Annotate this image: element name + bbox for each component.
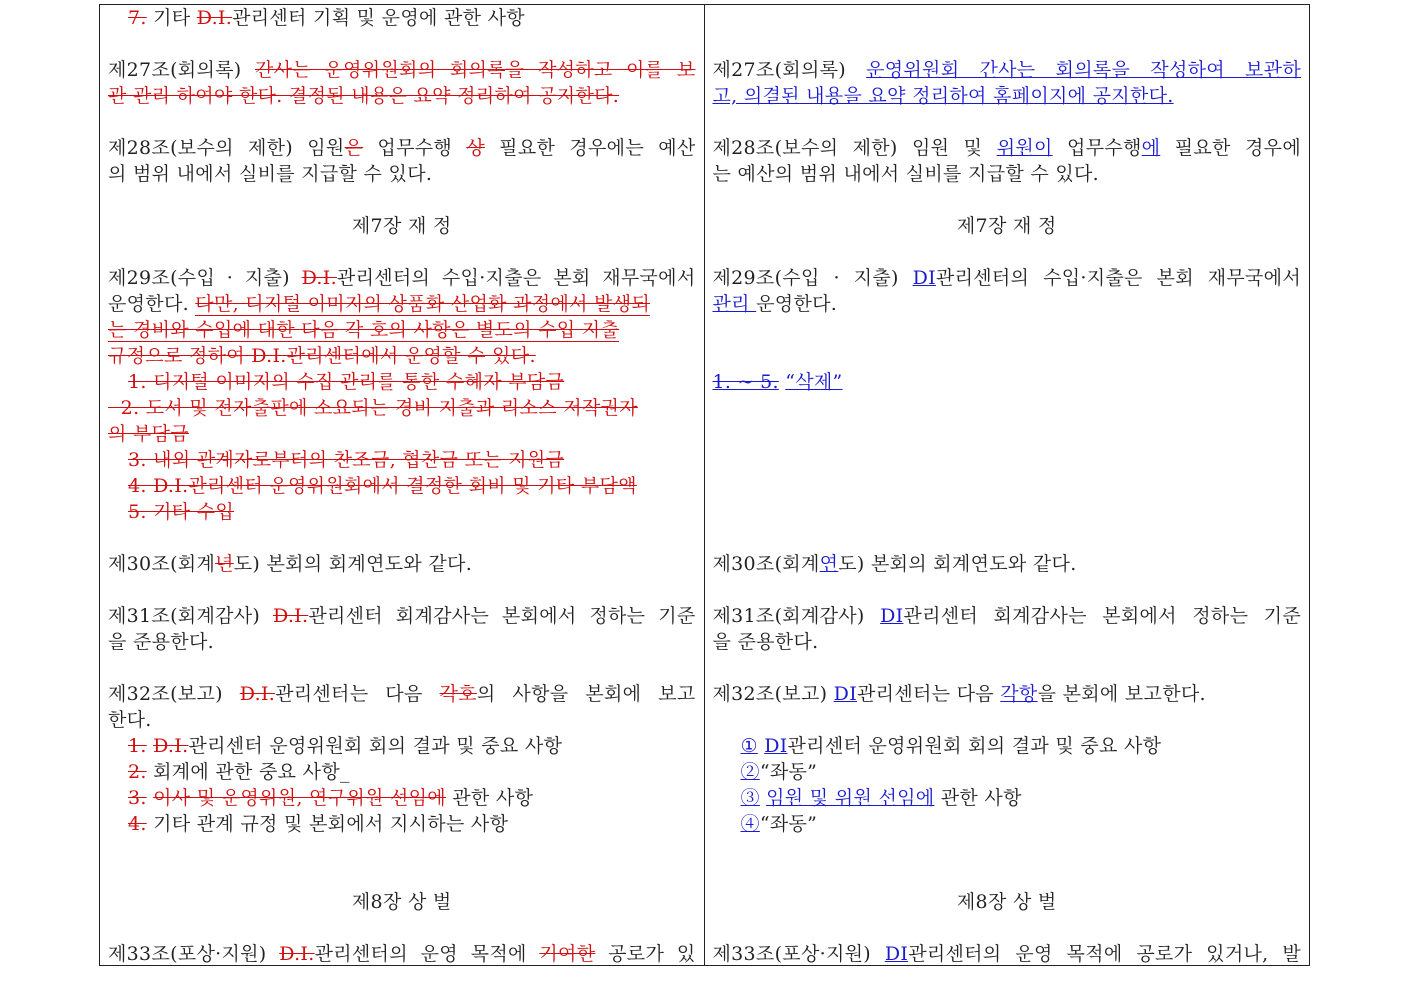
article-32-item-4: 4. 기타 관계 규정 및 본회에서 지시하는 사항 <box>128 813 509 835</box>
article-29-line1: 제29조(수입 · 지출) DI관리센터의 수입·지출은 본회 재무국에서 <box>712 267 1301 289</box>
revised-column <box>705 5 1310 965</box>
deleted-text: 4. <box>128 813 147 835</box>
article-29-item-1 <box>108 369 696 395</box>
article-29-item-2b <box>108 421 696 447</box>
deleted-text: D.I. <box>279 943 315 965</box>
inserted-text: 운영위원회 간사는 회의록을 작성하여 보관하 <box>866 59 1301 81</box>
article-29-line4 <box>108 343 696 369</box>
inserted-text: ③ <box>740 787 760 809</box>
inserted-text: 임원 및 위원 선임에 <box>766 787 935 809</box>
article-27-line1: 제27조(회의록) 운영위원회 간사는 회의록을 작성하여 보관하 <box>712 59 1301 81</box>
chapter-7-heading: 제7장 재 정 <box>956 215 1057 237</box>
inserted-text: 에 <box>1141 137 1161 159</box>
deleted-text: 7. <box>128 7 147 29</box>
inserted-text: 위원이 <box>996 137 1053 159</box>
article-31-line1: 제31조(회계감사) D.I.관리센터 회계감사는 본회에서 정하는 기준 <box>108 605 696 627</box>
deleted-text: 규정으로 정하여 D.I.관리센터에서 운영할 수 있다. <box>108 345 536 367</box>
inserted-text: ① <box>740 735 758 757</box>
article-29-item-5 <box>108 499 696 525</box>
article-28-line2: 의 범위 내에서 실비를 지급할 수 있다. <box>108 163 433 185</box>
article-32-item-1: ① DI관리센터 운영위원회 회의 결과 및 중요 사항 <box>740 735 1162 757</box>
deleted-text: 이사 및 운영위원, 연구위원 선임에 <box>153 787 446 809</box>
inserted-text: 관리 <box>712 293 757 315</box>
deleted-text: 년 <box>215 553 234 575</box>
inserted-text: ② <box>740 761 760 783</box>
article-32-item-4: ④“좌동” <box>740 813 818 835</box>
chapter-8-heading: 제8장 상 벌 <box>351 891 452 913</box>
article-29-line2: 관리 운영한다. <box>712 293 838 315</box>
deleted-text: 1. ~ 5. <box>712 371 779 393</box>
deleted-text: 기여한 <box>539 943 596 965</box>
article-31-line2: 을 준용한다. <box>712 631 819 653</box>
deleted-text: 2. 도서 및 전자출판에 소요되는 경비 지출과 리소스 저작권자 <box>108 397 638 419</box>
comparison-table <box>99 4 1310 966</box>
deleted-text: 은 <box>344 137 364 159</box>
deleted-text: D.I. <box>272 605 309 627</box>
deleted-text: 의 부담금 <box>108 423 189 445</box>
deleted-text: 각호 <box>439 683 477 705</box>
deleted-text: 2. <box>128 761 147 783</box>
deleted-text: 4. D.I.관리센터 운영위원회에서 결정한 회비 및 기타 부담액 <box>128 475 637 497</box>
article-29-item-3 <box>108 447 696 473</box>
deleted-text: D.I. <box>196 7 233 29</box>
article-32-line2: 한다. <box>108 709 152 731</box>
deleted-text: D.I. <box>239 683 276 705</box>
chapter-8-heading: 제8장 상 벌 <box>956 891 1057 913</box>
inserted-text: DI <box>764 735 788 757</box>
article-30: 제30조(회계연도) 본회의 회계연도와 같다. <box>712 553 1077 575</box>
blank-line <box>713 5 1302 31</box>
article-27-line2 <box>713 83 1302 109</box>
inserted-text: DI <box>884 943 909 965</box>
article-32-item-2: ②“좌동” <box>740 761 818 783</box>
deleted-text: 상 <box>466 137 485 159</box>
inserted-text: ④ <box>740 813 760 835</box>
article-29-item-4 <box>108 473 696 499</box>
article-31-line2: 을 준용한다. <box>108 631 214 653</box>
deleted-text: D.I. <box>301 267 337 289</box>
original-column <box>100 5 705 965</box>
article-32-line1: 제32조(보고) DI관리센터는 다음 각항을 본회에 보고한다. <box>712 683 1206 705</box>
article-28-line1: 제28조(보수의 제한) 임원은 업무수행 상 필요한 경우에는 예산 <box>108 137 696 159</box>
article-29-line1: 제29조(수입 · 지출) D.I.관리센터의 수입·지출은 본회 재무국에서 <box>108 267 696 289</box>
inserted-text: DI <box>912 267 936 289</box>
article-31-line1: 제31조(회계감사) DI관리센터 회계감사는 본회에서 정하는 기준 <box>712 605 1301 627</box>
article-29-line3 <box>108 317 696 343</box>
article-32-item-1: 1. D.I.관리센터 운영위원회 회의 결과 및 중요 사항 <box>128 735 563 757</box>
inserted-text: DI <box>833 683 858 705</box>
deleted-text: 는 경비와 수입에 대한 다음 각 호의 사항은 별도의 수입 지출 <box>108 319 620 341</box>
deleted-text: 간사는 운영위원회의 회의록을 작성하고 이를 보 <box>254 59 696 81</box>
article-29-line2: 운영한다. 다만, 디지털 이미지의 상품화 산업화 과정에서 발생되 <box>108 293 651 315</box>
deleted-text: 1. <box>128 735 147 757</box>
chapter-7-heading: 제7장 재 정 <box>351 215 452 237</box>
article-27-line2 <box>108 83 696 109</box>
deleted-text: 5. 기타 수입 <box>128 501 235 523</box>
article-33-line1: 제33조(포상·지원) D.I.관리센터의 운영 목적에 기여한 공로가 있 <box>108 943 696 965</box>
deleted-text: D.I. <box>153 735 189 757</box>
article-28-line2: 는 예산의 범위 내에서 실비를 지급할 수 있다. <box>712 163 1099 185</box>
item-7-line: 7. 기타 D.I.관리센터 기획 및 운영에 관한 사항 <box>128 7 525 29</box>
article-29-items-deleted <box>713 369 1302 395</box>
article-27-line1: 제27조(회의록) 간사는 운영위원회의 회의록을 작성하고 이를 보 <box>108 59 696 81</box>
inserted-text: DI <box>880 605 904 627</box>
inserted-text: 연 <box>819 553 839 575</box>
article-28-line1: 제28조(보수의 제한) 임원 및 위원이 업무수행에 필요한 경우에 <box>712 137 1301 159</box>
article-32-line1: 제32조(보고) D.I.관리센터는 다음 각호의 사항을 본회에 보고 <box>108 683 696 705</box>
deleted-text: 3. 내외 관계자로부터의 찬조금, 협찬금 또는 지원금 <box>128 449 565 471</box>
inserted-text: “삭제” <box>785 371 843 393</box>
article-32-item-3: ③ 임원 및 위원 선임에 관한 사항 <box>740 787 1022 809</box>
inserted-text: 각항 <box>1000 683 1038 705</box>
article-30: 제30조(회계년도) 본회의 회계연도와 같다. <box>108 553 473 575</box>
article-32-item-3: 3. 이사 및 운영위원, 연구위원 선임에 관한 사항 <box>128 787 534 809</box>
deleted-text: 3. <box>128 787 147 809</box>
inserted-text: 고, 의결된 내용을 요약 정리하여 홈페이지에 공지한다. <box>712 85 1174 107</box>
article-32-item-2: 2. 회계에 관한 중요 사항_ <box>128 761 350 783</box>
deleted-text: 관 관리 하여야 한다. 결정된 내용은 요약 정리하여 공지한다. <box>108 85 620 107</box>
article-33-line1: 제33조(포상·지원) DI관리센터의 운영 목적에 공로가 있거나, 발 <box>712 943 1301 965</box>
article-29-item-2 <box>108 395 696 421</box>
deleted-text: 다만, 디지털 이미지의 상품화 산업화 과정에서 발생되 <box>195 293 651 315</box>
deleted-text: 1. 디지털 이미지의 수집 관리를 통한 수혜자 부담금 <box>128 371 565 393</box>
